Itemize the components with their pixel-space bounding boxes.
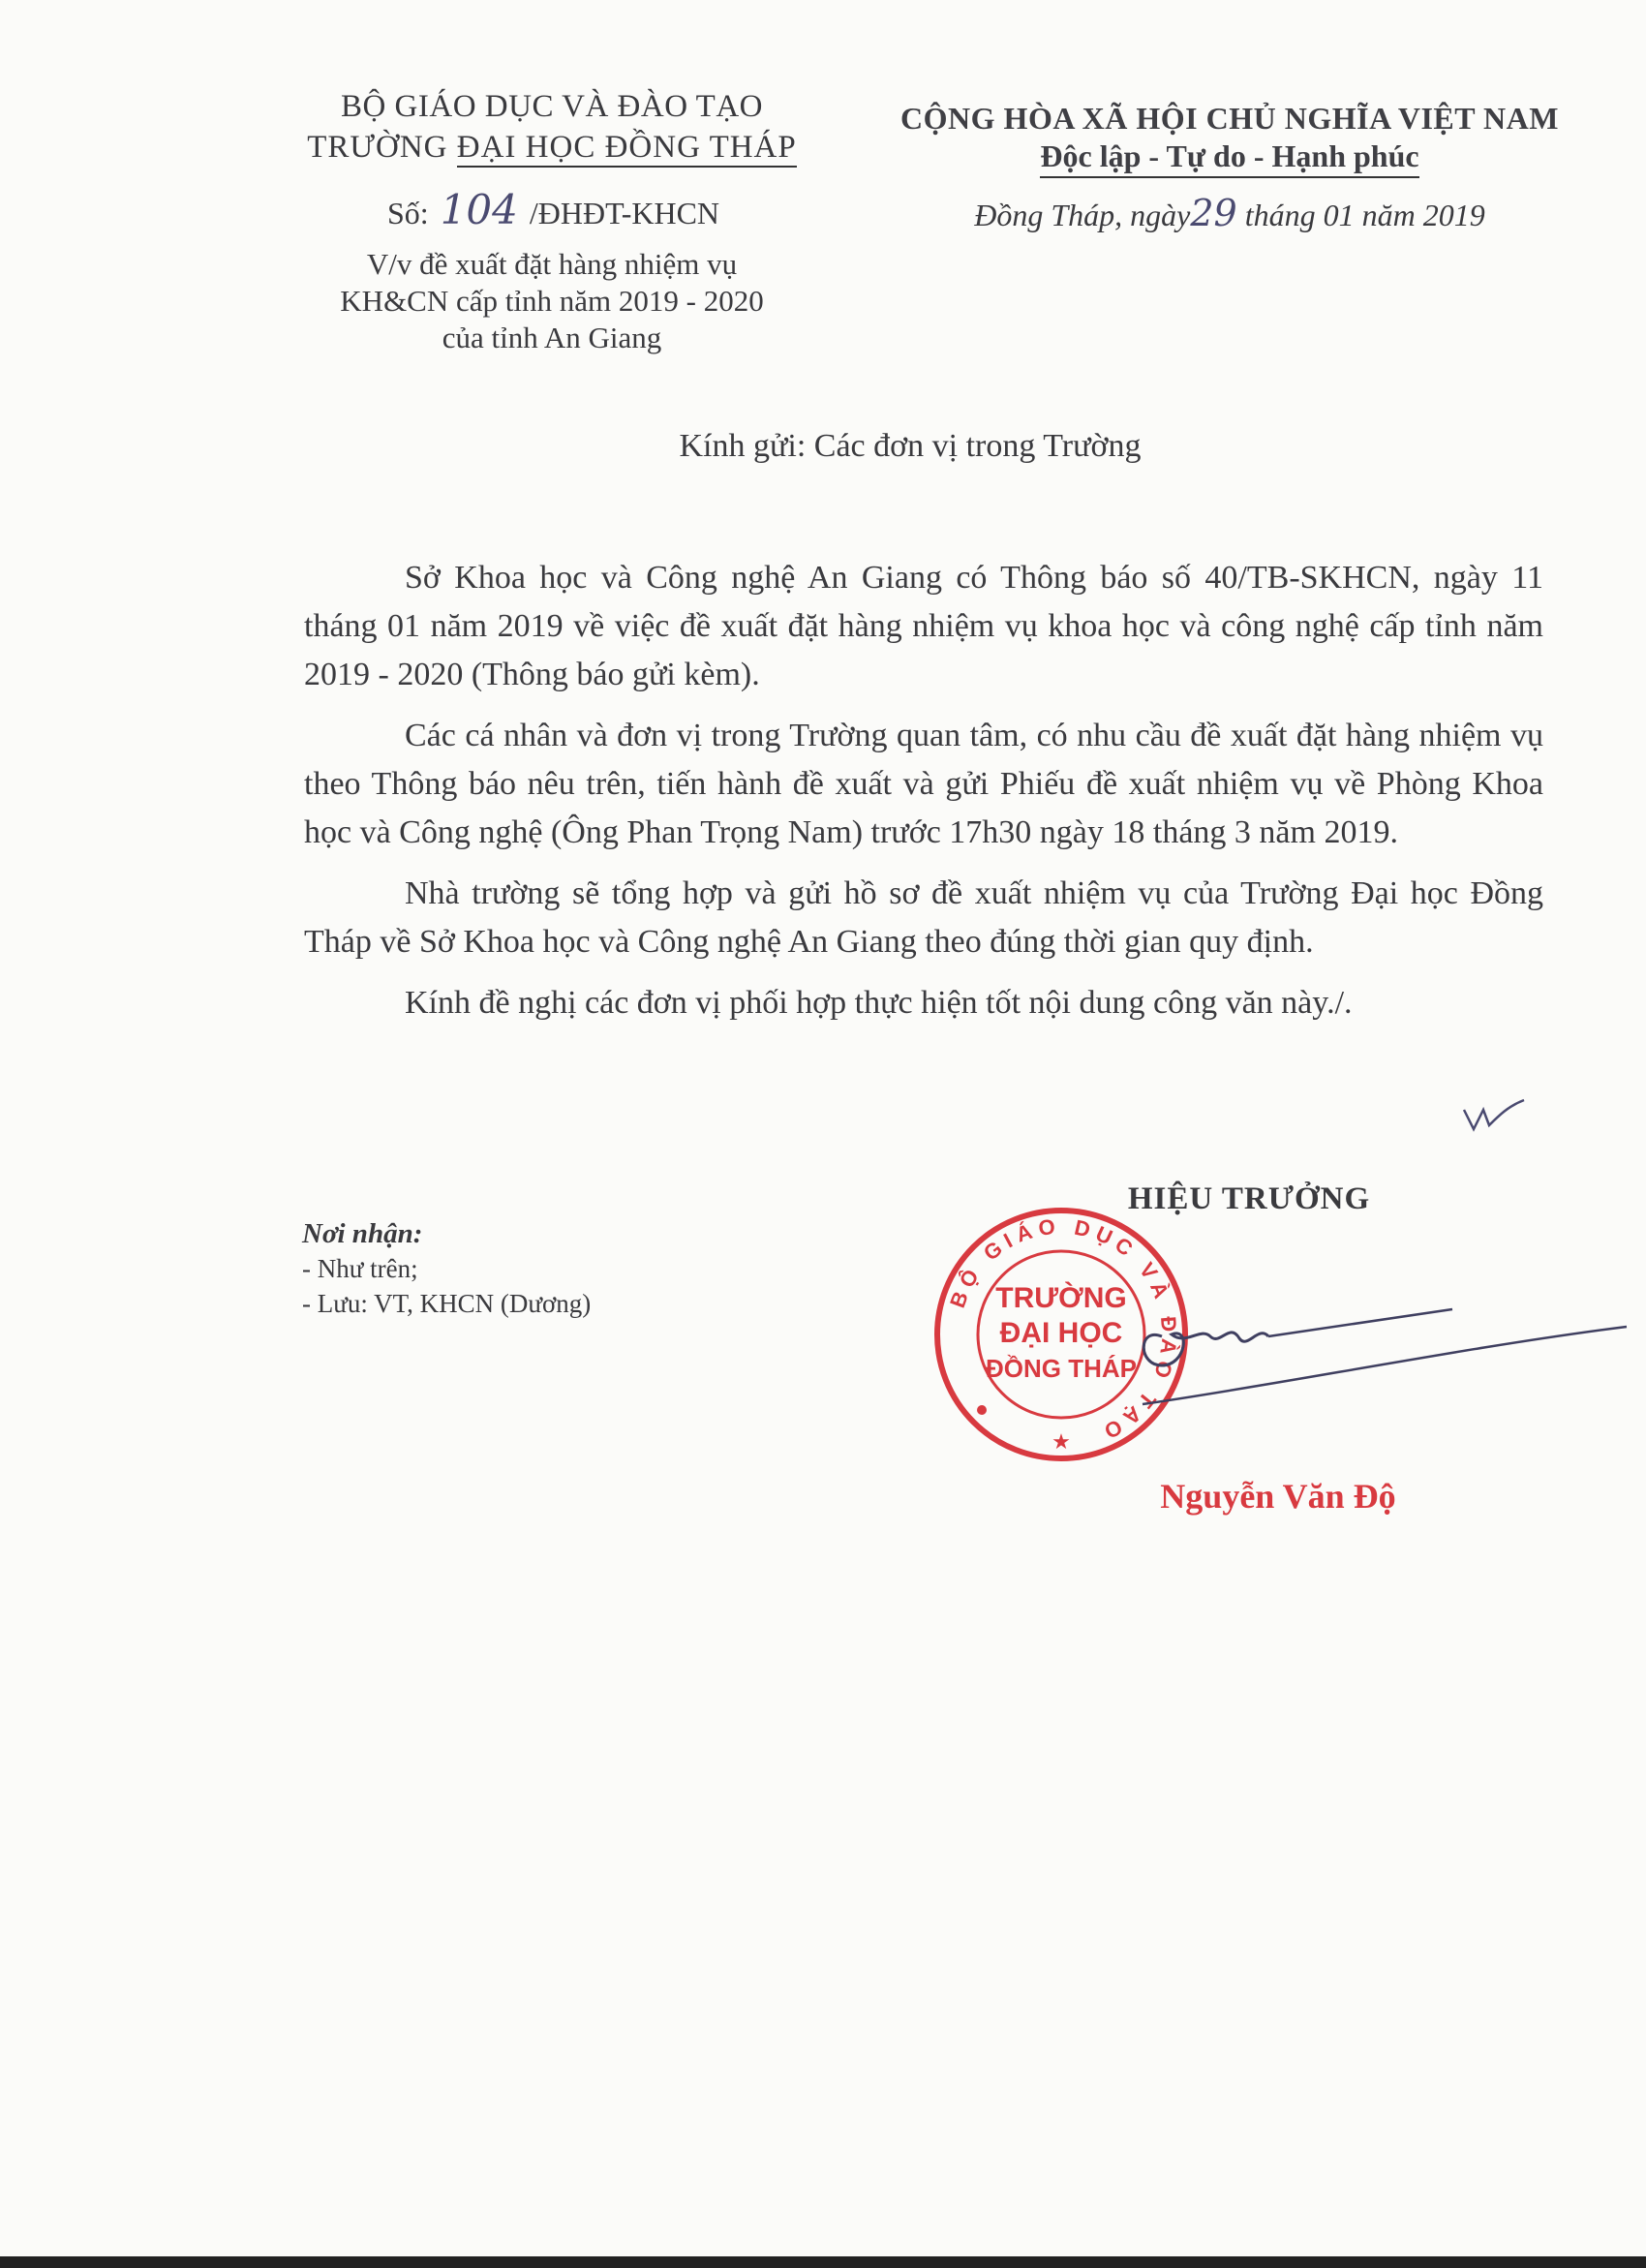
recipients-block bbox=[302, 1216, 591, 1321]
national-motto bbox=[871, 138, 1588, 174]
signature-title: HIỆU TRƯỞNG bbox=[1127, 1181, 1371, 1216]
ministry-name: BỘ GIÁO DỤC VÀ ĐÀO TẠO bbox=[340, 89, 764, 124]
issue-date bbox=[871, 192, 1588, 234]
initials-mark-icon bbox=[1460, 1096, 1528, 1135]
document-body bbox=[304, 554, 1543, 1040]
recipient-item: - Lưu: VT, KHCN (Dương) bbox=[302, 1289, 592, 1318]
document-number-suffix: /ĐHĐT-KHCN bbox=[529, 196, 720, 230]
scan-edge bbox=[0, 2256, 1646, 2268]
document-number bbox=[387, 186, 719, 233]
stamp-line: ĐẠI HỌC bbox=[999, 1317, 1123, 1349]
stamp-line: ĐỒNG THÁP bbox=[986, 1354, 1137, 1383]
stamp-ring-text: BỘ GIÁO DỤC VÀ ĐÀO TẠO bbox=[944, 1213, 1182, 1447]
stamp-star-icon: ★ bbox=[1052, 1430, 1071, 1455]
school-name-underlined: ĐẠI HỌC ĐỒNG THÁP bbox=[457, 130, 797, 168]
date-day-handwritten: 29 bbox=[1190, 192, 1237, 234]
signature-scribble-icon bbox=[1133, 1269, 1636, 1443]
school-prefix: TRƯỜNG bbox=[307, 130, 448, 165]
document-number-handwritten: 104 bbox=[440, 186, 518, 233]
republic-name: CỘNG HÒA XÃ HỘI CHỦ NGHĨA VIỆT NAM bbox=[900, 101, 1559, 136]
greeting: Kính gửi: Các đơn vị trong Trường bbox=[679, 428, 1142, 464]
subject-line: KH&CN cấp tỉnh năm 2019 - 2020 bbox=[340, 284, 764, 318]
body-paragraph: Nhà trường sẽ tổng hợp và gửi hồ sơ đề xuất nhiệm vụ của Trường Đại học Đồng Tháp về Sở Khoa học và Công nghệ An Giang theo đúng thời gian quy định. bbox=[304, 875, 1543, 960]
date-prefix: Đồng Tháp, ngày bbox=[974, 198, 1191, 232]
document-subject bbox=[261, 246, 842, 356]
recipient-item: - Như trên; bbox=[302, 1254, 418, 1283]
signer-name: Nguyễn Văn Độ bbox=[1160, 1477, 1396, 1516]
subject-line: của tỉnh An Giang bbox=[442, 321, 662, 354]
subject-line: V/v đề xuất đặt hàng nhiệm vụ bbox=[366, 247, 738, 281]
date-suffix: tháng 01 năm 2019 bbox=[1244, 198, 1485, 232]
body-paragraph: Sở Khoa học và Công nghệ An Giang có Thông báo số 40/TB-SKHCN, ngày 11 tháng 01 năm 2019 về việc đề xuất đặt hàng nhiệm vụ khoa học và công nghệ cấp tỉnh năm 2019 - 2020 (Thông báo gửi kèm). bbox=[304, 560, 1543, 692]
body-paragraph: Các cá nhân và đơn vị trong Trường quan tâm, có nhu cầu đề xuất đặt hàng nhiệm vụ theo Thông báo nêu trên, tiến hành đề xuất và gửi Phiếu đề xuất nhiệm vụ về Phòng Khoa học và Công nghệ (Ông Phan Trọng Nam) trước 17h30 ngày 18 tháng 3 năm 2019. bbox=[304, 718, 1543, 850]
school-name bbox=[261, 130, 842, 166]
national-motto-text: Độc lập - Tự do - Hạnh phúc bbox=[1040, 138, 1418, 178]
stamp-line: TRƯỜNG bbox=[995, 1282, 1127, 1314]
body-paragraph: Kính đề nghị các đơn vị phối hợp thực hiện tốt nội dung công văn này./. bbox=[405, 985, 1353, 1021]
document-number-prefix: Số: bbox=[387, 196, 429, 230]
stamp-dot-icon bbox=[977, 1405, 987, 1415]
recipients-title: Nơi nhận: bbox=[302, 1218, 423, 1249]
